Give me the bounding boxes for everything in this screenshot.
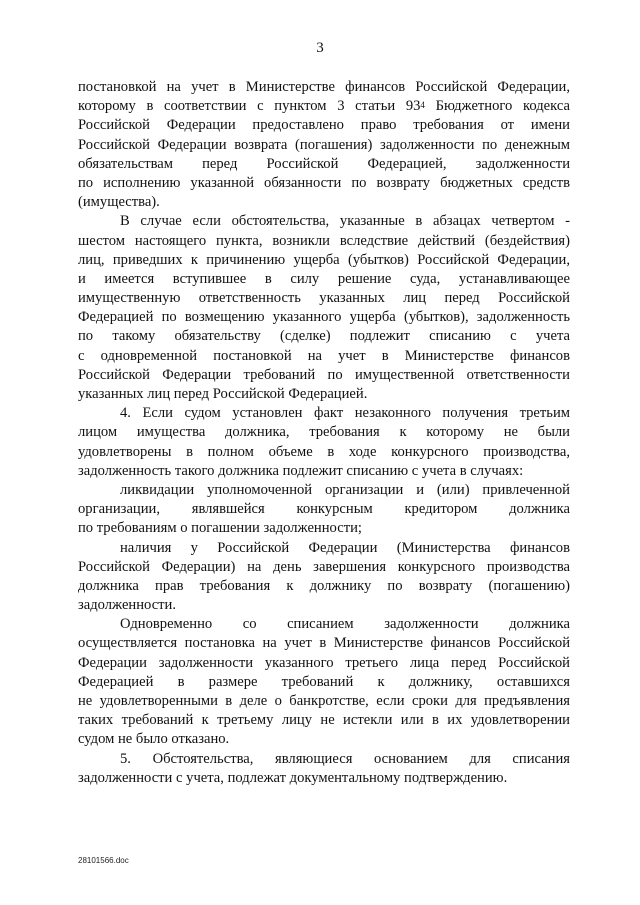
text-line: Федерации задолженности указанного третьего лица перед Российской bbox=[78, 654, 570, 671]
paragraph bbox=[78, 78, 570, 212]
paragraph bbox=[78, 750, 570, 788]
text-line: В случае если обстоятельства, указанные в абзацах четвертом - bbox=[120, 213, 570, 230]
text-line: Одновременно со списанием задолженности должника bbox=[120, 616, 570, 633]
text-line: указанных лиц перед Российской Федерацией. bbox=[78, 386, 368, 402]
text-line: шестом настоящего пункта, возникли вследствие действий (бездействия) bbox=[78, 232, 570, 249]
text-line: Федерацией по возмещению указанного ущерба (убытков), задолженность bbox=[78, 309, 570, 326]
paragraph bbox=[78, 615, 570, 749]
text-line: организации, являвшейся конкурсным кредитором должника bbox=[78, 501, 570, 518]
footer-filename: 28101566.doc bbox=[78, 856, 129, 865]
page-number: 3 bbox=[316, 40, 324, 56]
text-line: (имущества). bbox=[78, 194, 160, 211]
text-line: 4. Если судом установлен факт незаконного получения третьим bbox=[120, 405, 570, 422]
text-line: постановкой на учет в Министерстве финансов Российской Федерации, bbox=[78, 79, 570, 95]
text-line: имущественную ответственность указанных лиц перед Российской bbox=[78, 290, 570, 307]
text-line: по требованиям о погашении задолженности; bbox=[78, 520, 362, 537]
text-line: по исполнению указанной обязанности по возврату бюджетных средств bbox=[78, 174, 570, 191]
text-line: не удовлетворенными в деле о банкротстве, если сроки для предъявления bbox=[78, 693, 570, 709]
text-segment: Бюджетного кодекса bbox=[424, 98, 570, 115]
text-line: Российской Федерации) на день завершения конкурсного производства bbox=[78, 558, 570, 575]
text-line: Российской Федерации предоставлено право требования от имени bbox=[78, 117, 570, 134]
text-line: лицом имущества должника, требования к которому не были bbox=[78, 424, 570, 441]
text-line: удовлетворены в полном объеме в ходе конкурсного производства, bbox=[78, 443, 570, 460]
text-line: обязательствам перед Российской Федерацией, задолженности bbox=[78, 155, 570, 172]
paragraph bbox=[78, 212, 570, 404]
text-line: Федерацией в размере требований к должнику, оставшихся bbox=[78, 673, 570, 690]
text-line: с одновременной постановкой на учет в Министерстве финансов bbox=[78, 347, 570, 364]
text-line: наличия у Российской Федерации (Министерства финансов bbox=[120, 539, 570, 556]
text-line: судом не было отказано. bbox=[78, 731, 230, 748]
paragraph bbox=[78, 404, 570, 481]
text-line: задолженности с учета, подлежат документальному подтверждению. bbox=[78, 769, 508, 786]
superscript: 4 bbox=[420, 100, 425, 111]
text-line: Российской Федерации возврата (погашения) задолженности по денежным bbox=[78, 136, 570, 153]
text-line: таких требований к третьему лицу не истекли или в их удовлетворении bbox=[78, 712, 570, 729]
text-line: должника прав требования к должнику по возврату (погашению) bbox=[78, 577, 570, 594]
paragraph bbox=[78, 539, 570, 616]
text-line: задолженности. bbox=[78, 597, 177, 614]
text-line bbox=[78, 97, 570, 116]
text-line: задолженность такого должника подлежит списанию с учета в случаях: bbox=[78, 462, 524, 479]
text-line: и имеется вступившее в силу решение суда, устанавливающее bbox=[78, 270, 570, 287]
paragraph bbox=[78, 481, 570, 539]
text-line: по такому обязательству (сделке) подлежит списанию с учета bbox=[78, 328, 570, 345]
document-body bbox=[78, 78, 570, 788]
text-segment: которому в соответствии с пунктом 3 статьи 93 bbox=[78, 98, 421, 115]
text-line: осуществляется постановка на учет в Министерстве финансов Российской bbox=[78, 635, 570, 652]
text-line: ликвидации уполномоченной организации и (или) привлеченной bbox=[120, 481, 570, 498]
text-line: лиц, приведших к причинению ущерба (убытков) Российской Федерации, bbox=[78, 251, 570, 268]
text-line: Российской Федерации требований по имущественной ответственности bbox=[78, 366, 570, 383]
text-line: 5. Обстоятельства, являющиеся основанием для списания bbox=[120, 750, 570, 767]
